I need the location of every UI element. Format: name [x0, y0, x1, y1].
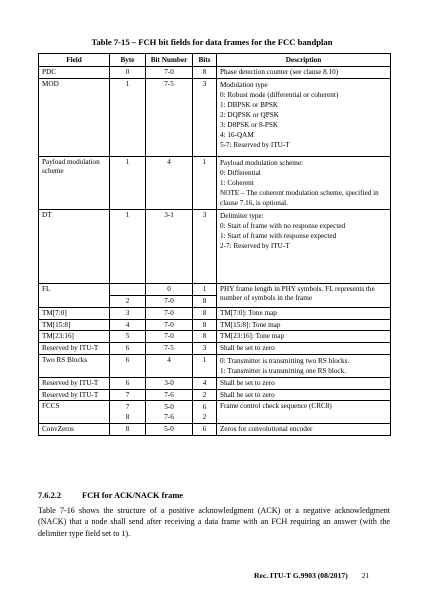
bit-number-cell: 7-5	[146, 343, 193, 355]
field-cell: PDC	[39, 67, 110, 79]
page-number: 21	[361, 571, 370, 580]
table-row-pdc	[39, 67, 391, 79]
bit-number-cell: 4	[146, 156, 193, 209]
table-row-payload-modulation-scheme	[39, 156, 391, 209]
table-row-reserved-c	[39, 389, 391, 401]
description-line: Delimiter type:	[220, 211, 264, 220]
description-note: NOTE – The coherent modulation scheme, specified in clause 7.16, is optional.	[220, 188, 379, 207]
field-cell: Payload modulation scheme	[39, 156, 110, 209]
byte-cell: 1	[110, 209, 146, 283]
field-cell: Reserved by ITU-T	[39, 343, 110, 355]
field-cell: FL	[39, 283, 110, 307]
description-cell: Frame control check sequence (CRC8)	[217, 401, 391, 424]
table-row-two-rs-blocks	[39, 354, 391, 377]
table-row-fccs	[39, 401, 391, 424]
section-title: FCH for ACK/NACK frame	[82, 491, 184, 500]
bit-number-cell: 3-1	[146, 209, 193, 283]
field-cell: FCCS	[39, 401, 110, 424]
field-cell: Two RS Blocks	[39, 354, 110, 377]
header-bits: Bits	[193, 54, 217, 67]
bits-value: 6	[202, 403, 207, 412]
header-byte: Byte	[110, 54, 146, 67]
description-cell	[217, 209, 391, 283]
description-cell: Shall be set to zero	[217, 389, 391, 401]
header-field: Field	[39, 54, 110, 67]
byte-cell: 3	[110, 307, 146, 319]
description-line: 3: D8PSK or 8-PSK	[220, 120, 279, 129]
bits-cell: 8	[193, 307, 217, 319]
section-heading	[38, 491, 183, 500]
field-cell: TM[7:0]	[39, 307, 110, 319]
description-cell: Zeros for convolutional encoder	[217, 424, 391, 436]
bits-cell: 3	[193, 209, 217, 283]
description-cell: Shall be set to zero	[217, 377, 391, 389]
recommendation-reference: Rec. ITU-T G.9903 (08/2017)	[254, 571, 348, 580]
description-cell	[217, 78, 391, 156]
description-cell	[217, 67, 391, 79]
byte-cell: 7	[110, 389, 146, 401]
bit-number-cell: 7-5	[146, 78, 193, 156]
description-cell	[217, 354, 391, 377]
table-row-tm-23-16	[39, 331, 391, 343]
table-row-convzeros	[39, 424, 391, 436]
field-cell: MOD	[39, 78, 110, 156]
bit-number-cell: 7-0	[146, 307, 193, 319]
byte-value: 8	[125, 413, 130, 422]
bit-number-cell: 3-0	[146, 377, 193, 389]
bit-number-cell: 7-6	[146, 389, 193, 401]
description-line: Modulation type	[220, 80, 268, 89]
bits-cell: 3	[193, 343, 217, 355]
fch-bit-fields-table	[38, 53, 391, 436]
bit-number-cell: 7-0	[146, 67, 193, 79]
description-line: 4: 16-QAM	[220, 130, 254, 139]
description-cell: Shall be set to zero	[217, 343, 391, 355]
description-line: 1: DBPSK or BPSK	[220, 100, 279, 109]
field-cell: TM[15:8]	[39, 319, 110, 331]
description-line: 1: Coherent	[220, 178, 254, 187]
field-cell: TM[23:16]	[39, 331, 110, 343]
bits-cell: 8	[193, 331, 217, 343]
bit-number-cell	[146, 401, 193, 424]
bits-cell: 4	[193, 377, 217, 389]
description-cell: TM[7:0]: Tone map	[217, 307, 391, 319]
description-line: Phase detection counter (see clause 8.10)	[220, 68, 339, 76]
bits-cell	[193, 401, 217, 424]
page-footer	[254, 571, 369, 580]
section-number: 7.6.2.2	[38, 491, 62, 500]
byte-cell: 2	[110, 295, 146, 307]
table-row-dt	[39, 209, 391, 283]
bits-cell: 3	[193, 78, 217, 156]
table-row-reserved-b	[39, 377, 391, 389]
byte-cell: 0	[110, 67, 146, 79]
bit-number-value: 5-0	[164, 403, 174, 412]
bits-cell: 1	[193, 283, 217, 295]
table-row-reserved-a	[39, 343, 391, 355]
description-line: 2-7: Reserved by ITU-T	[220, 241, 290, 250]
description-line: Payload modulation scheme:	[220, 158, 304, 167]
description-cell: TM[15:8]: Tone map	[217, 319, 391, 331]
byte-cell: 6	[110, 377, 146, 389]
bit-number-cell: 0	[146, 283, 193, 295]
bits-cell: 8	[193, 319, 217, 331]
description-line: 0: Start of frame with no response expected	[220, 221, 346, 230]
field-cell: ConvZeros	[39, 424, 110, 436]
bits-cell: 1	[193, 156, 217, 209]
field-cell: DT	[39, 209, 110, 283]
byte-value: 7	[125, 403, 130, 412]
byte-cell: 4	[110, 319, 146, 331]
header-bit-number: Bit Number	[146, 54, 193, 67]
byte-cell: 1	[110, 156, 146, 209]
bit-number-cell: 4	[146, 354, 193, 377]
byte-cell: 8	[110, 424, 146, 436]
bit-number-cell: 7-0	[146, 331, 193, 343]
bit-number-value: 7-6	[164, 413, 174, 422]
field-cell: Reserved by ITU-T	[39, 377, 110, 389]
bit-number-cell: 7-0	[146, 319, 193, 331]
bit-number-cell: 5-0	[146, 424, 193, 436]
table-row-mod	[39, 78, 391, 156]
field-cell: Reserved by ITU-T	[39, 389, 110, 401]
bits-cell: 2	[193, 389, 217, 401]
byte-cell: 5	[110, 331, 146, 343]
bits-cell: 8	[193, 67, 217, 79]
description-line: 0: Differential	[220, 168, 261, 177]
description-line: 5-7: Reserved by ITU-T	[220, 140, 290, 149]
description-line: 2: DQPSK or QPSK	[220, 110, 279, 119]
bits-value: 2	[202, 413, 207, 422]
byte-cell: 6	[110, 343, 146, 355]
byte-cell: 1	[110, 78, 146, 156]
description-cell: TM[23:16]: Tone map	[217, 331, 391, 343]
table-row-tm-15-8	[39, 319, 391, 331]
byte-cell	[110, 401, 146, 424]
body-paragraph: Table 7-16 shows the structure of a positive acknowledgment (ACK) or a negative acknowledgment (NACK) that a node shall send after receiving a data frame with an FCH requiring an answer (with the delimiter type field set to 1).	[38, 506, 390, 538]
bits-cell: 1	[193, 354, 217, 377]
byte-cell	[110, 283, 146, 295]
table-row-tm-7-0	[39, 307, 391, 319]
table-caption: Table 7-15 – FCH bit fields for data frames for the FCC bandplan	[91, 37, 333, 47]
header-description: Description	[217, 54, 391, 67]
description-line: 0: Robust mode (differential or coherent)	[220, 90, 339, 99]
bit-number-cell: 7-0	[146, 295, 193, 307]
description-line: 1: Start of frame with response expected	[220, 231, 337, 240]
description-cell: PHY frame length in PHY symbols. FL represents the number of symbols in the frame	[217, 283, 391, 307]
table-header-row	[39, 54, 391, 67]
description-line: 1: Transmitter is transmitting one RS block.	[220, 366, 346, 375]
description-line: 0: Transmitter is transmitting two RS blocks.	[220, 356, 350, 365]
byte-cell: 6	[110, 354, 146, 377]
bits-cell: 6	[193, 424, 217, 436]
description-cell	[217, 156, 391, 209]
bits-cell: 8	[193, 295, 217, 307]
table-row-fl	[39, 283, 391, 295]
